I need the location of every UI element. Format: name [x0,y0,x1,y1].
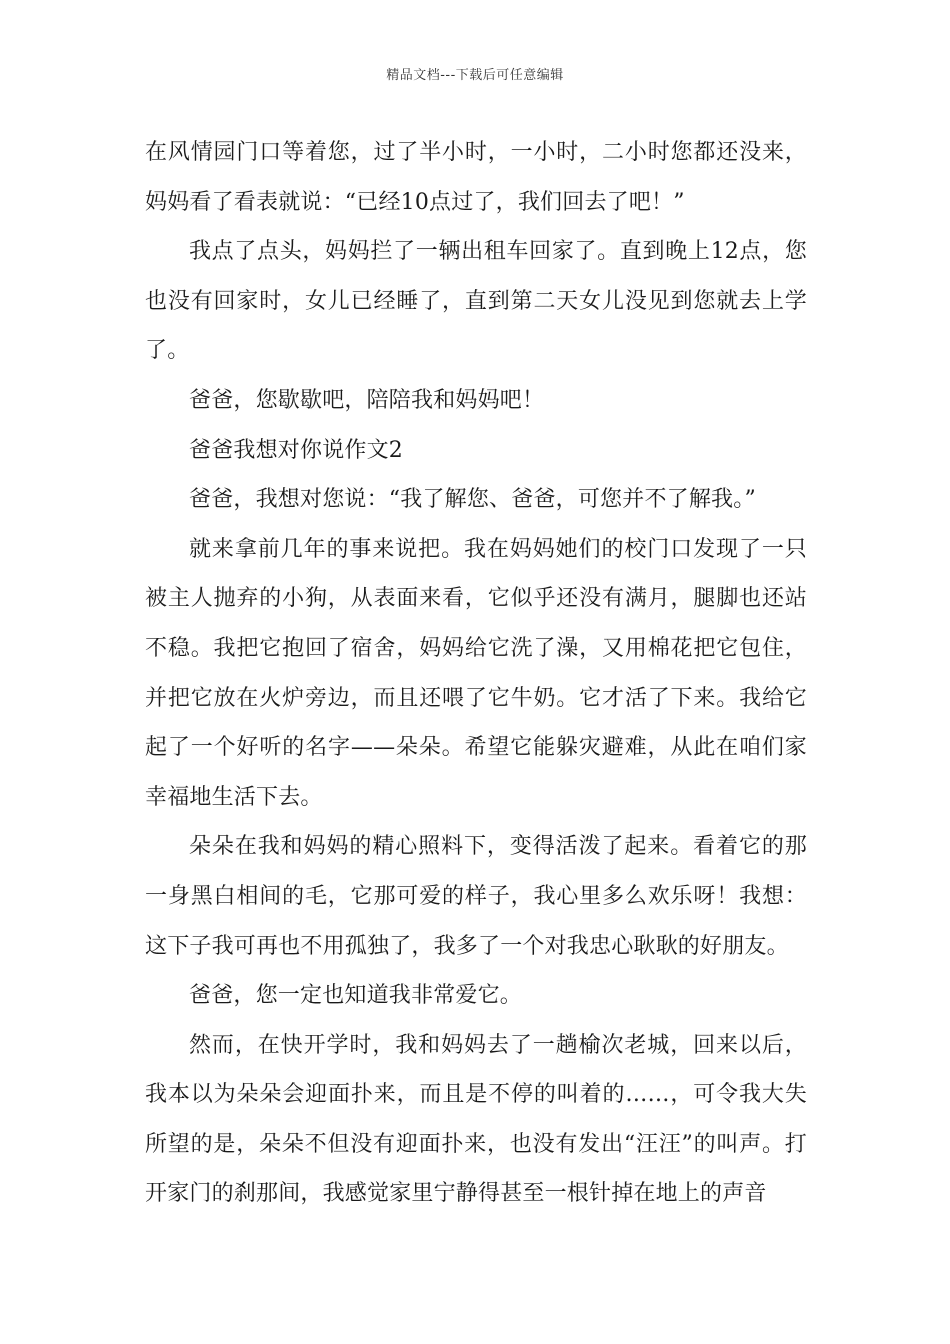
document-body [145,128,807,1219]
paragraph-continuation: 在风情园门口等着您，过了半小时，一小时，二小时您都还没来，妈妈看了看表就说：“已经10点过了，我们回去了吧！” [145,140,807,215]
paragraph: 然而，在快开学时，我和妈妈去了一趟榆次老城，回来以后，我本以为朵朵会迎面扑来，而且是不停的叫着的……，可令我大失所望的是，朵朵不但没有迎面扑来，也没有发出“汪汪”的叫声。打开家门的刹那间，我感觉家里宁静得甚至一根针掉在地上的声音 [145,1032,807,1207]
paragraph: 朵朵在我和妈妈的精心照料下，变得活泼了起来。看着它的那一身黑白相间的毛，它那可爱的样子，我心里多么欢乐呀！我想：这下子我可再也不用孤独了，我多了一个对我忠心耿耿的好朋友。 [145,834,807,959]
page-header: 精品文档---下载后可任意编辑 [386,68,564,83]
section-title: 爸爸我想对你说作文2 [189,437,403,463]
paragraph: 我点了点头，妈妈拦了一辆出租车回家了。直到晚上12点，您也没有回家时，女儿已经睡了，直到第二天女儿没见到您就去上学了。 [145,239,807,364]
paragraph: 爸爸，我想对您说：“我了解您、爸爸，可您并不了解我。” [189,487,756,513]
paragraph: 爸爸，您一定也知道我非常爱它。 [189,983,523,1009]
paragraph: 就来拿前几年的事来说把。我在妈妈她们的校门口发现了一只被主人抛弃的小狗，从表面来看，它似乎还没有满月，腿脚也还站不稳。我把它抱回了宿舍，妈妈给它洗了澡，又用棉花把它包住，并把它放在火炉旁边，而且还喂了它牛奶。它才活了下来。我给它起了一个好听的名字——朵朵。希望它能躲灾避难，从此在咱们家幸福地生活下去。 [145,536,807,810]
paragraph: 爸爸，您歇歇吧，陪陪我和妈妈吧！ [189,387,545,413]
